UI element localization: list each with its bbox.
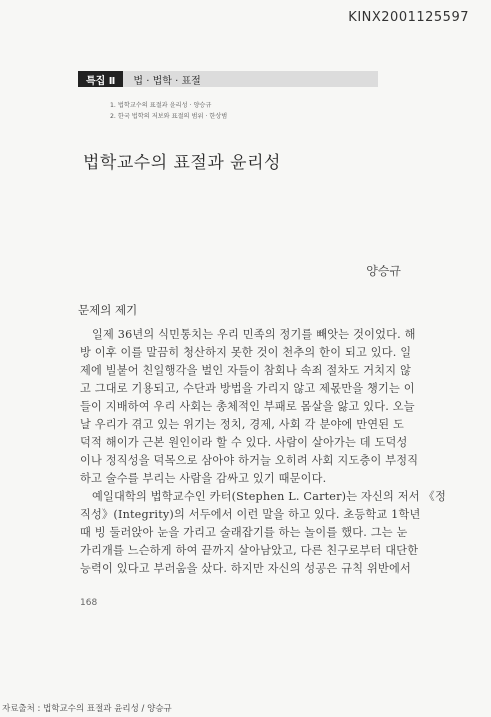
body-line: 하고 술수를 부리는 사람을 감싸고 있기 때문이다. bbox=[80, 472, 327, 485]
body-line: 방 이후 이를 말끔히 청산하지 못한 것이 천추의 한이 되고 있다. 일 bbox=[80, 346, 412, 359]
document-id: KINX2001125597 bbox=[348, 10, 469, 25]
series-tag: 특집 Ⅱ bbox=[78, 71, 123, 87]
section-heading: 문제의 제기 bbox=[78, 303, 138, 317]
series-toc bbox=[110, 100, 227, 122]
body-line: 날 우리가 겪고 있는 위기는 정치, 경제, 사회 각 분야에 만연된 도 bbox=[80, 418, 405, 431]
body-line: 예일대학의 법학교수인 카터(Stephen L. Carter)는 자신의 저서 《정 bbox=[92, 490, 446, 503]
body-line: 덕적 해이가 근본 원인이라 할 수 있다. 사람이 살아가는 데 도덕성 bbox=[80, 436, 408, 449]
source-caption: 자료출처 : 법학교수의 표절과 윤리성 / 양승규 bbox=[2, 704, 172, 714]
article-title: 법학교수의 표절과 윤리성 bbox=[83, 153, 281, 173]
body-line: 제에 빌붙어 친일행각을 벌인 자들이 참회나 속죄 절차도 거치지 않 bbox=[80, 364, 411, 377]
body-line: 고 그대로 기용되고, 수단과 방법을 가리지 않고 제몫만을 챙기는 이 bbox=[80, 382, 415, 395]
page-number: 168 bbox=[80, 598, 98, 608]
article-body bbox=[80, 326, 446, 578]
body-line: 일제 36년의 식민통치는 우리 민족의 정기를 빼앗는 것이었다. 해 bbox=[92, 328, 416, 341]
toc-item: 1. 법학교수의 표절과 윤리성 · 양승규 bbox=[110, 102, 212, 109]
body-line: 가리개를 느슨하게 하여 끝까지 살아남았고, 다른 친구로부터 대단한 bbox=[80, 544, 419, 557]
series-title: 법 · 법학 · 표절 bbox=[123, 71, 378, 87]
toc-item: 2. 한국 법학의 저보와 표절의 범위 · 한상범 bbox=[110, 113, 228, 120]
series-banner bbox=[78, 71, 378, 87]
article-author: 양승규 bbox=[366, 264, 401, 278]
body-line: 들이 지배하여 우리 사회는 총체적인 부패로 몸살을 앓고 있다. 오늘 bbox=[80, 400, 415, 413]
body-line: 직성》(Integrity)의 서두에서 이런 말을 하고 있다. 초등학교 1학년 bbox=[80, 508, 421, 521]
body-line: 이나 정직성을 덕목으로 삼아야 하거늘 오히려 사회 지도층이 부정직 bbox=[80, 454, 419, 467]
body-line: 때 빙 둘러앉아 눈을 가리고 술래잡기를 하는 놀이를 했다. 그는 눈 bbox=[80, 526, 408, 539]
body-line: 능력이 있다고 부러움을 샀다. 하지만 자신의 성공은 규칙 위반에서 bbox=[80, 562, 411, 575]
